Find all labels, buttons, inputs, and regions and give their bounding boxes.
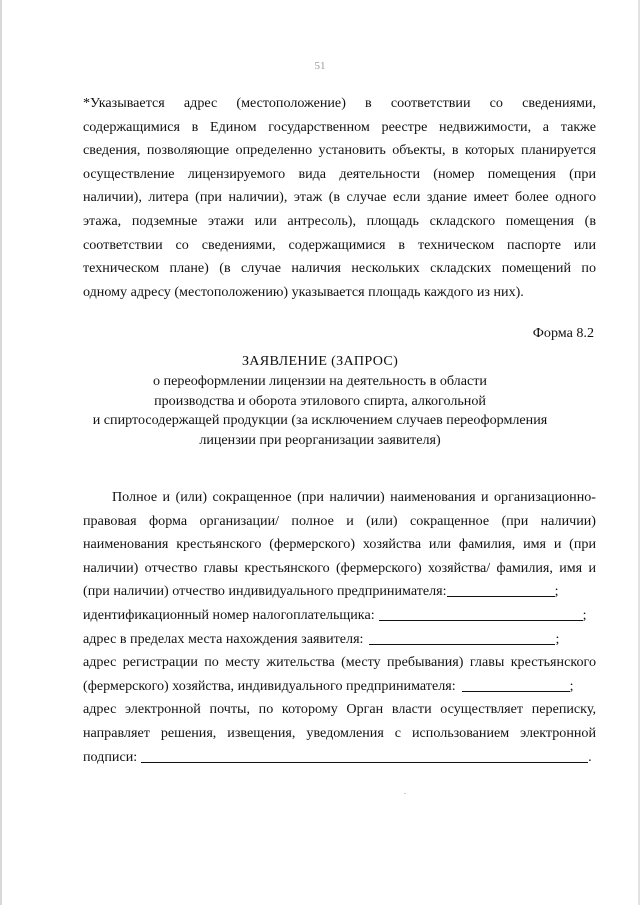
period: . bbox=[588, 748, 592, 765]
inn-label: идентификационный номер налогоплательщика: bbox=[83, 606, 375, 623]
body-line: правовая форма организации/ полное и (или) сокращенное (при наличии) bbox=[83, 512, 596, 529]
form-label: Форма 8.2 bbox=[532, 325, 594, 341]
email-label: подписи: bbox=[83, 748, 138, 765]
document-subtitle-line: лицензии при реорганизации заявителя) bbox=[199, 431, 441, 448]
body-line: направляет решения, извещения, уведомления с использованием электронной bbox=[83, 724, 596, 741]
inn-blank[interactable] bbox=[379, 606, 583, 621]
footnote-line: техническом плане) (в случае наличия нескольких складских помещений по bbox=[83, 260, 596, 277]
applicant-name-blank[interactable] bbox=[447, 582, 555, 597]
page-number: 51 bbox=[314, 60, 326, 72]
footnote-line: наличии), литера (при наличии), этаж (в случае если здание имеет более одного bbox=[83, 189, 596, 206]
applicant-name-label: (при наличии) отчество индивидуального предпринимателя: bbox=[83, 583, 447, 600]
footnote-line: содержащимися в Едином государственном реестре недвижимости, а также bbox=[83, 118, 596, 135]
footnote-line: сведения, позволяющие определенно установить объекты, в которых планируется bbox=[83, 142, 596, 159]
semicolon: ; bbox=[582, 606, 587, 623]
footnote-line: этажа, подземные этажи или антресоль), площадь складского помещения (в bbox=[83, 212, 596, 229]
footnote-line: соответствии со сведениями, содержащимися в техническом паспорте или bbox=[83, 236, 596, 253]
document-subtitle-line: о переоформлении лицензии на деятельность в области bbox=[153, 373, 487, 389]
document-subtitle-line: производства и оборота этилового спирта, алкогольной bbox=[154, 392, 486, 409]
semicolon: ; bbox=[554, 583, 559, 600]
email-field bbox=[83, 746, 596, 770]
registration-address-field bbox=[83, 675, 596, 699]
scan-edge-left bbox=[0, 0, 2, 905]
semicolon: ; bbox=[555, 630, 560, 647]
body-line: наличии) отчество главы крестьянского (фермерского) хозяйства/ фамилия, имя и bbox=[83, 559, 596, 576]
footnote-line: осуществление лицензируемого вида деятельности (номер помещения (при bbox=[83, 165, 596, 182]
body-line: наименования крестьянского (фермерского) хозяйства или фамилия, имя и (при bbox=[83, 536, 596, 553]
email-blank[interactable] bbox=[141, 748, 588, 763]
footnote bbox=[83, 92, 596, 304]
registration-address-blank[interactable] bbox=[462, 677, 570, 692]
registration-address-label: (фермерского) хозяйства, индивидуального предпринимателя: bbox=[83, 677, 456, 694]
address-field bbox=[83, 628, 596, 652]
application-body bbox=[83, 486, 596, 769]
footnote-line: одному адресу (местоположению) указывается площадь каждого из них). bbox=[83, 283, 524, 300]
body-line: адрес электронной почты, по которому Орган власти осуществляет переписку, bbox=[83, 701, 596, 718]
address-blank[interactable] bbox=[369, 630, 555, 645]
footnote-line: *Указывается адрес (местоположение) в соответствии со сведениями, bbox=[83, 95, 596, 111]
document-title: ЗАЯВЛЕНИЕ (ЗАПРОС) bbox=[241, 353, 399, 369]
document-heading bbox=[0, 350, 640, 450]
body-line: Полное и (или) сокращенное (при наличии) наименования и организационно- bbox=[112, 489, 596, 505]
applicant-name-field bbox=[83, 580, 596, 604]
scan-artifact bbox=[404, 793, 406, 794]
document-subtitle-line: и спиртосодержащей продукции (за исключением случаев переоформления bbox=[92, 412, 548, 429]
inn-field bbox=[83, 604, 596, 628]
address-label: адрес в пределах места нахождения заявителя: bbox=[83, 630, 364, 647]
semicolon: ; bbox=[569, 677, 574, 694]
registration-address-line: адрес регистрации по месту жительства (месту пребывания) главы крестьянского bbox=[83, 654, 596, 671]
